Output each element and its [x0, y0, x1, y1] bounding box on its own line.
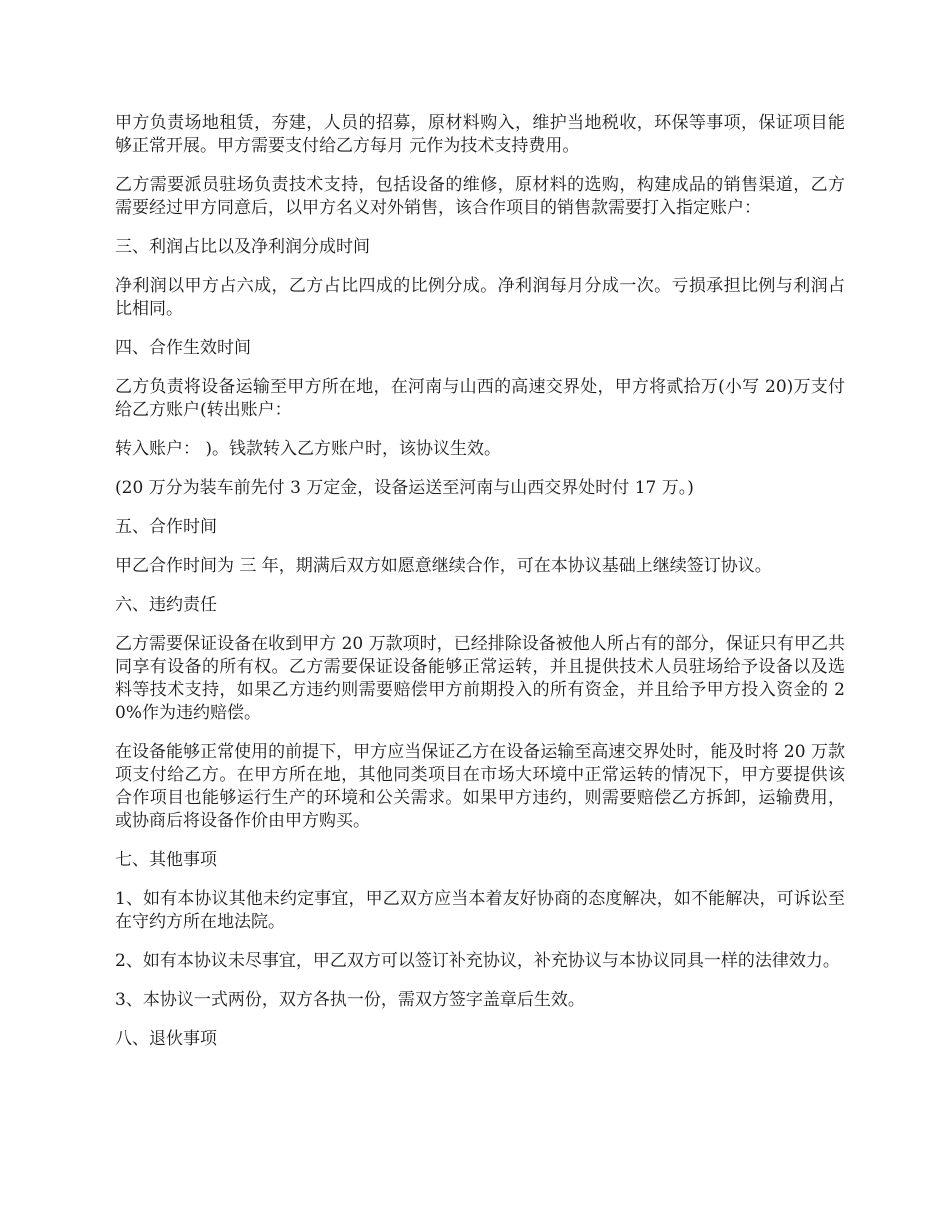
paragraph-party-b-liability: 乙方需要保证设备在收到甲方 20 万款项时，已经排除设备被他人所占有的部分，保证只有甲乙共同享有设备的所有权。乙方需要保证设备能够正常运转，并且提供技术人员驻场给予设备以及选料等技术支持，如果乙方违约则需要赔偿甲方前期投入的所有资金，并且给予甲方投入资金的 20%作为违约赔偿。: [115, 634, 845, 723]
section-heading-effective-time: 四、合作生效时间: [115, 338, 251, 358]
paragraph-party-a-duties: 甲方负责场地租赁，夯建，人员的招募，原材料购入，维护当地税收，环保等事项，保证项目能够正常开展。甲方需要支付给乙方每月 元作为技术支持费用。: [115, 113, 845, 156]
paragraph-profit-share: 净利润以甲方占六成，乙方占比四成的比例分成。净利润每月分成一次。亏损承担比例与利润占比相同。: [115, 276, 845, 319]
section-heading-cooperation-period: 五、合作时间: [115, 517, 217, 537]
paragraph-payment: 乙方负责将设备运输至甲方所在地，在河南与山西的高速交界处，甲方将贰拾万(小写 20)万支付给乙方账户(转出账户：: [115, 377, 845, 420]
paragraph-other-matter-1: 1、如有本协议其他未约定事宜，甲乙双方应当本着友好协商的态度解决，如不能解决，可诉讼至在守约方所在地法院。: [115, 889, 845, 932]
section-heading-other-matters: 七、其他事项: [115, 850, 217, 870]
paragraph-party-a-liability: 在设备能够正常使用的前提下，甲方应当保证乙方在设备运输至高速交界处时，能及时将 20 万款项支付给乙方。在甲方所在地，其他同类项目在市场大环境中正常运转的情况下，甲方要提供该合作项目也能够运行生产的环境和公关需求。如果甲方违约，则需要赔偿乙方拆卸，运输费用，或协商后将设备作价由甲方购买。: [115, 742, 845, 831]
document-body: [115, 112, 845, 1067]
section-heading-liability: 六、违约责任: [115, 595, 217, 615]
paragraph-receiving-account: 转入账户： )。钱款转入乙方账户时，该协议生效。: [115, 439, 502, 459]
paragraph-party-b-duties: 乙方需要派员驻场负责技术支持，包括设备的维修，原材料的选购，构建成品的销售渠道，乙方需要经过甲方同意后，以甲方名义对外销售，该合作项目的销售款需要打入指定账户：: [115, 175, 845, 218]
section-heading-profit-share: 三、利润占比以及净利润分成时间: [115, 237, 370, 257]
section-heading-withdrawal: 八、退伙事项: [115, 1029, 217, 1049]
paragraph-payment-schedule: (20 万分为装车前先付 3 万定金，设备运送至河南与山西交界处时付 17 万。): [115, 478, 694, 498]
paragraph-other-matter-2: 2、如有本协议未尽事宜，甲乙双方可以签订补充协议，补充协议与本协议同具一样的法律效力。: [115, 951, 840, 971]
paragraph-cooperation-period: 甲乙合作时间为 三 年，期满后双方如愿意继续合作，可在本协议基础上继续签订协议。: [115, 556, 772, 576]
paragraph-other-matter-3: 3、本协议一式两份，双方各执一份，需双方签字盖章后生效。: [115, 990, 585, 1010]
